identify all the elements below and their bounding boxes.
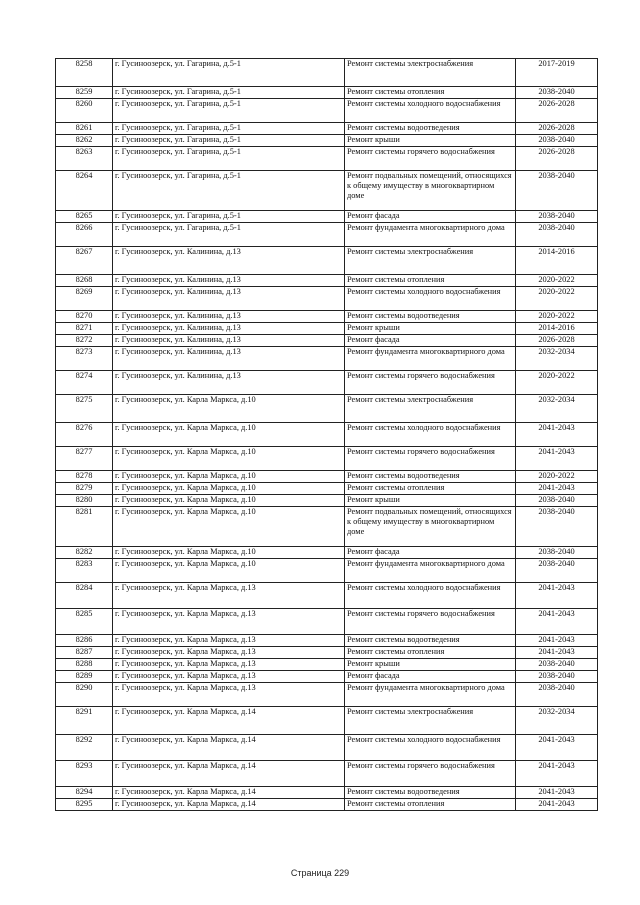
work-type-cell: Ремонт системы холодного водоснабжения: [345, 735, 516, 761]
work-type-cell: Ремонт фундамента многоквартирного дома: [345, 223, 516, 247]
period-cell: 2038-2040: [516, 559, 598, 583]
work-type-cell: Ремонт системы электроснабжения: [345, 395, 516, 423]
address-cell: г. Гусиноозерск, ул. Гагарина, д.5-1: [113, 135, 345, 147]
address-cell: г. Гусиноозерск, ул. Гагарина, д.5-1: [113, 171, 345, 211]
row-number: 8268: [56, 275, 113, 287]
row-number: 8261: [56, 123, 113, 135]
row-number: 8280: [56, 495, 113, 507]
period-cell: 2038-2040: [516, 683, 598, 707]
table-row: [56, 583, 598, 609]
row-number: 8264: [56, 171, 113, 211]
table-row: [56, 447, 598, 471]
period-cell: 2041-2043: [516, 583, 598, 609]
table-row: [56, 323, 598, 335]
table-row: [56, 147, 598, 171]
address-cell: г. Гусиноозерск, ул. Гагарина, д.5-1: [113, 123, 345, 135]
table-row: [56, 683, 598, 707]
row-number: 8267: [56, 247, 113, 275]
repair-schedule-table: [55, 58, 598, 811]
work-type-cell: Ремонт системы горячего водоснабжения: [345, 609, 516, 635]
address-cell: г. Гусиноозерск, ул. Калинина, д.13: [113, 247, 345, 275]
address-cell: г. Гусиноозерск, ул. Карла Маркса, д.14: [113, 735, 345, 761]
row-number: 8275: [56, 395, 113, 423]
row-number: 8291: [56, 707, 113, 735]
work-type-cell: Ремонт подвальных помещений, относящихся к общему имуществу в многоквартирном доме: [345, 171, 516, 211]
row-number: 8265: [56, 211, 113, 223]
address-cell: г. Гусиноозерск, ул. Калинина, д.13: [113, 287, 345, 311]
row-number: 8258: [56, 59, 113, 87]
period-cell: 2041-2043: [516, 799, 598, 811]
work-type-cell: Ремонт системы электроснабжения: [345, 59, 516, 87]
row-number: 8290: [56, 683, 113, 707]
table-row: [56, 507, 598, 547]
work-type-cell: Ремонт системы отопления: [345, 87, 516, 99]
row-number: 8285: [56, 609, 113, 635]
address-cell: г. Гусиноозерск, ул. Карла Маркса, д.14: [113, 787, 345, 799]
period-cell: 2020-2022: [516, 275, 598, 287]
address-cell: г. Гусиноозерск, ул. Карла Маркса, д.14: [113, 707, 345, 735]
work-type-cell: Ремонт фундамента многоквартирного дома: [345, 683, 516, 707]
period-cell: 2020-2022: [516, 471, 598, 483]
period-cell: 2020-2022: [516, 311, 598, 323]
row-number: 8292: [56, 735, 113, 761]
table-row: [56, 247, 598, 275]
period-cell: 2038-2040: [516, 507, 598, 547]
table-row: [56, 659, 598, 671]
address-cell: г. Гусиноозерск, ул. Карла Маркса, д.14: [113, 761, 345, 787]
work-type-cell: Ремонт фасада: [345, 671, 516, 683]
row-number: 8271: [56, 323, 113, 335]
row-number: 8288: [56, 659, 113, 671]
work-type-cell: Ремонт системы водоотведения: [345, 787, 516, 799]
table-row: [56, 223, 598, 247]
work-type-cell: Ремонт фасада: [345, 335, 516, 347]
table-row: [56, 99, 598, 123]
row-number: 8282: [56, 547, 113, 559]
address-cell: г. Гусиноозерск, ул. Карла Маркса, д.13: [113, 683, 345, 707]
work-type-cell: Ремонт системы водоотведения: [345, 635, 516, 647]
address-cell: г. Гусиноозерск, ул. Калинина, д.13: [113, 311, 345, 323]
period-cell: 2014-2016: [516, 323, 598, 335]
row-number: 8289: [56, 671, 113, 683]
period-cell: 2026-2028: [516, 147, 598, 171]
row-number: 8272: [56, 335, 113, 347]
address-cell: г. Гусиноозерск, ул. Гагарина, д.5-1: [113, 87, 345, 99]
period-cell: 2038-2040: [516, 547, 598, 559]
table-row: [56, 211, 598, 223]
address-cell: г. Гусиноозерск, ул. Гагарина, д.5-1: [113, 223, 345, 247]
table-row: [56, 311, 598, 323]
work-type-cell: Ремонт крыши: [345, 135, 516, 147]
address-cell: г. Гусиноозерск, ул. Карла Маркса, д.13: [113, 583, 345, 609]
table-row: [56, 495, 598, 507]
row-number: 8279: [56, 483, 113, 495]
row-number: 8276: [56, 423, 113, 447]
work-type-cell: Ремонт фундамента многоквартирного дома: [345, 347, 516, 371]
address-cell: г. Гусиноозерск, ул. Карла Маркса, д.10: [113, 559, 345, 583]
work-type-cell: Ремонт системы горячего водоснабжения: [345, 447, 516, 471]
address-cell: г. Гусиноозерск, ул. Карла Маркса, д.10: [113, 395, 345, 423]
work-type-cell: Ремонт системы электроснабжения: [345, 247, 516, 275]
table-row: [56, 799, 598, 811]
table-row: [56, 123, 598, 135]
address-cell: г. Гусиноозерск, ул. Калинина, д.13: [113, 347, 345, 371]
period-cell: 2020-2022: [516, 287, 598, 311]
table-row: [56, 609, 598, 635]
address-cell: г. Гусиноозерск, ул. Карла Маркса, д.10: [113, 471, 345, 483]
work-type-cell: Ремонт системы холодного водоснабжения: [345, 287, 516, 311]
address-cell: г. Гусиноозерск, ул. Карла Маркса, д.13: [113, 659, 345, 671]
work-type-cell: Ремонт системы отопления: [345, 483, 516, 495]
table-row: [56, 395, 598, 423]
table-row: [56, 335, 598, 347]
work-type-cell: Ремонт системы горячего водоснабжения: [345, 371, 516, 395]
period-cell: 2038-2040: [516, 171, 598, 211]
period-cell: 2041-2043: [516, 761, 598, 787]
work-type-cell: Ремонт системы холодного водоснабжения: [345, 99, 516, 123]
row-number: 8270: [56, 311, 113, 323]
row-number: 8277: [56, 447, 113, 471]
row-number: 8274: [56, 371, 113, 395]
address-cell: г. Гусиноозерск, ул. Калинина, д.13: [113, 275, 345, 287]
period-cell: 2041-2043: [516, 647, 598, 659]
row-number: 8273: [56, 347, 113, 371]
address-cell: г. Гусиноозерск, ул. Калинина, д.13: [113, 335, 345, 347]
table-row: [56, 287, 598, 311]
period-cell: 2038-2040: [516, 495, 598, 507]
work-type-cell: Ремонт системы отопления: [345, 799, 516, 811]
row-number: 8294: [56, 787, 113, 799]
work-type-cell: Ремонт подвальных помещений, относящихся к общему имуществу в многоквартирном доме: [345, 507, 516, 547]
row-number: 8259: [56, 87, 113, 99]
row-number: 8287: [56, 647, 113, 659]
address-cell: г. Гусиноозерск, ул. Карла Маркса, д.10: [113, 483, 345, 495]
table-row: [56, 423, 598, 447]
period-cell: 2017-2019: [516, 59, 598, 87]
address-cell: г. Гусиноозерск, ул. Карла Маркса, д.10: [113, 447, 345, 471]
period-cell: 2038-2040: [516, 211, 598, 223]
period-cell: 2041-2043: [516, 787, 598, 799]
period-cell: 2026-2028: [516, 123, 598, 135]
table-row: [56, 371, 598, 395]
table-row: [56, 547, 598, 559]
period-cell: 2038-2040: [516, 87, 598, 99]
table-row: [56, 135, 598, 147]
work-type-cell: Ремонт крыши: [345, 659, 516, 671]
page-number: Страница 229: [290, 868, 350, 878]
period-cell: 2026-2028: [516, 99, 598, 123]
period-cell: 2014-2016: [516, 247, 598, 275]
address-cell: г. Гусиноозерск, ул. Карла Маркса, д.14: [113, 799, 345, 811]
period-cell: 2041-2043: [516, 735, 598, 761]
period-cell: 2041-2043: [516, 483, 598, 495]
row-number: 8284: [56, 583, 113, 609]
table-row: [56, 707, 598, 735]
row-number: 8281: [56, 507, 113, 547]
table-row: [56, 275, 598, 287]
address-cell: г. Гусиноозерск, ул. Карла Маркса, д.10: [113, 547, 345, 559]
address-cell: г. Гусиноозерск, ул. Карла Маркса, д.13: [113, 609, 345, 635]
period-cell: 2041-2043: [516, 609, 598, 635]
table-row: [56, 87, 598, 99]
work-type-cell: Ремонт крыши: [345, 323, 516, 335]
table-row: [56, 635, 598, 647]
work-type-cell: Ремонт системы отопления: [345, 647, 516, 659]
work-type-cell: Ремонт системы водоотведения: [345, 471, 516, 483]
work-type-cell: Ремонт системы электроснабжения: [345, 707, 516, 735]
row-number: 8260: [56, 99, 113, 123]
period-cell: 2038-2040: [516, 135, 598, 147]
table-row: [56, 761, 598, 787]
address-cell: г. Гусиноозерск, ул. Калинина, д.13: [113, 323, 345, 335]
work-type-cell: Ремонт фасада: [345, 211, 516, 223]
table-row: [56, 347, 598, 371]
row-number: 8263: [56, 147, 113, 171]
work-type-cell: Ремонт крыши: [345, 495, 516, 507]
work-type-cell: Ремонт системы холодного водоснабжения: [345, 583, 516, 609]
work-type-cell: Ремонт системы холодного водоснабжения: [345, 423, 516, 447]
row-number: 8262: [56, 135, 113, 147]
work-type-cell: Ремонт системы горячего водоснабжения: [345, 147, 516, 171]
address-cell: г. Гусиноозерск, ул. Карла Маркса, д.10: [113, 423, 345, 447]
table-row: [56, 787, 598, 799]
table-row: [56, 735, 598, 761]
table-row: [56, 671, 598, 683]
address-cell: г. Гусиноозерск, ул. Гагарина, д.5-1: [113, 59, 345, 87]
table-body: [56, 59, 598, 811]
address-cell: г. Гусиноозерск, ул. Карла Маркса, д.10: [113, 495, 345, 507]
period-cell: 2032-2034: [516, 707, 598, 735]
address-cell: г. Гусиноозерск, ул. Гагарина, д.5-1: [113, 147, 345, 171]
row-number: 8278: [56, 471, 113, 483]
row-number: 8269: [56, 287, 113, 311]
row-number: 8266: [56, 223, 113, 247]
period-cell: 2041-2043: [516, 447, 598, 471]
work-type-cell: Ремонт системы водоотведения: [345, 311, 516, 323]
period-cell: 2038-2040: [516, 659, 598, 671]
period-cell: 2041-2043: [516, 423, 598, 447]
address-cell: г. Гусиноозерск, ул. Гагарина, д.5-1: [113, 99, 345, 123]
address-cell: г. Гусиноозерск, ул. Карла Маркса, д.13: [113, 635, 345, 647]
address-cell: г. Гусиноозерск, ул. Гагарина, д.5-1: [113, 211, 345, 223]
work-type-cell: Ремонт системы горячего водоснабжения: [345, 761, 516, 787]
period-cell: 2041-2043: [516, 635, 598, 647]
table-row: [56, 647, 598, 659]
address-cell: г. Гусиноозерск, ул. Калинина, д.13: [113, 371, 345, 395]
row-number: 8295: [56, 799, 113, 811]
work-type-cell: Ремонт фундамента многоквартирного дома: [345, 559, 516, 583]
period-cell: 2032-2034: [516, 395, 598, 423]
work-type-cell: Ремонт фасада: [345, 547, 516, 559]
period-cell: 2020-2022: [516, 371, 598, 395]
row-number: 8293: [56, 761, 113, 787]
table-row: [56, 471, 598, 483]
table-row: [56, 483, 598, 495]
period-cell: 2038-2040: [516, 671, 598, 683]
row-number: 8283: [56, 559, 113, 583]
address-cell: г. Гусиноозерск, ул. Карла Маркса, д.10: [113, 507, 345, 547]
work-type-cell: Ремонт системы водоотведения: [345, 123, 516, 135]
period-cell: 2032-2034: [516, 347, 598, 371]
table-row: [56, 171, 598, 211]
address-cell: г. Гусиноозерск, ул. Карла Маркса, д.13: [113, 671, 345, 683]
row-number: 8286: [56, 635, 113, 647]
address-cell: г. Гусиноозерск, ул. Карла Маркса, д.13: [113, 647, 345, 659]
table-row: [56, 559, 598, 583]
period-cell: 2038-2040: [516, 223, 598, 247]
period-cell: 2026-2028: [516, 335, 598, 347]
table-row: [56, 59, 598, 87]
work-type-cell: Ремонт системы отопления: [345, 275, 516, 287]
